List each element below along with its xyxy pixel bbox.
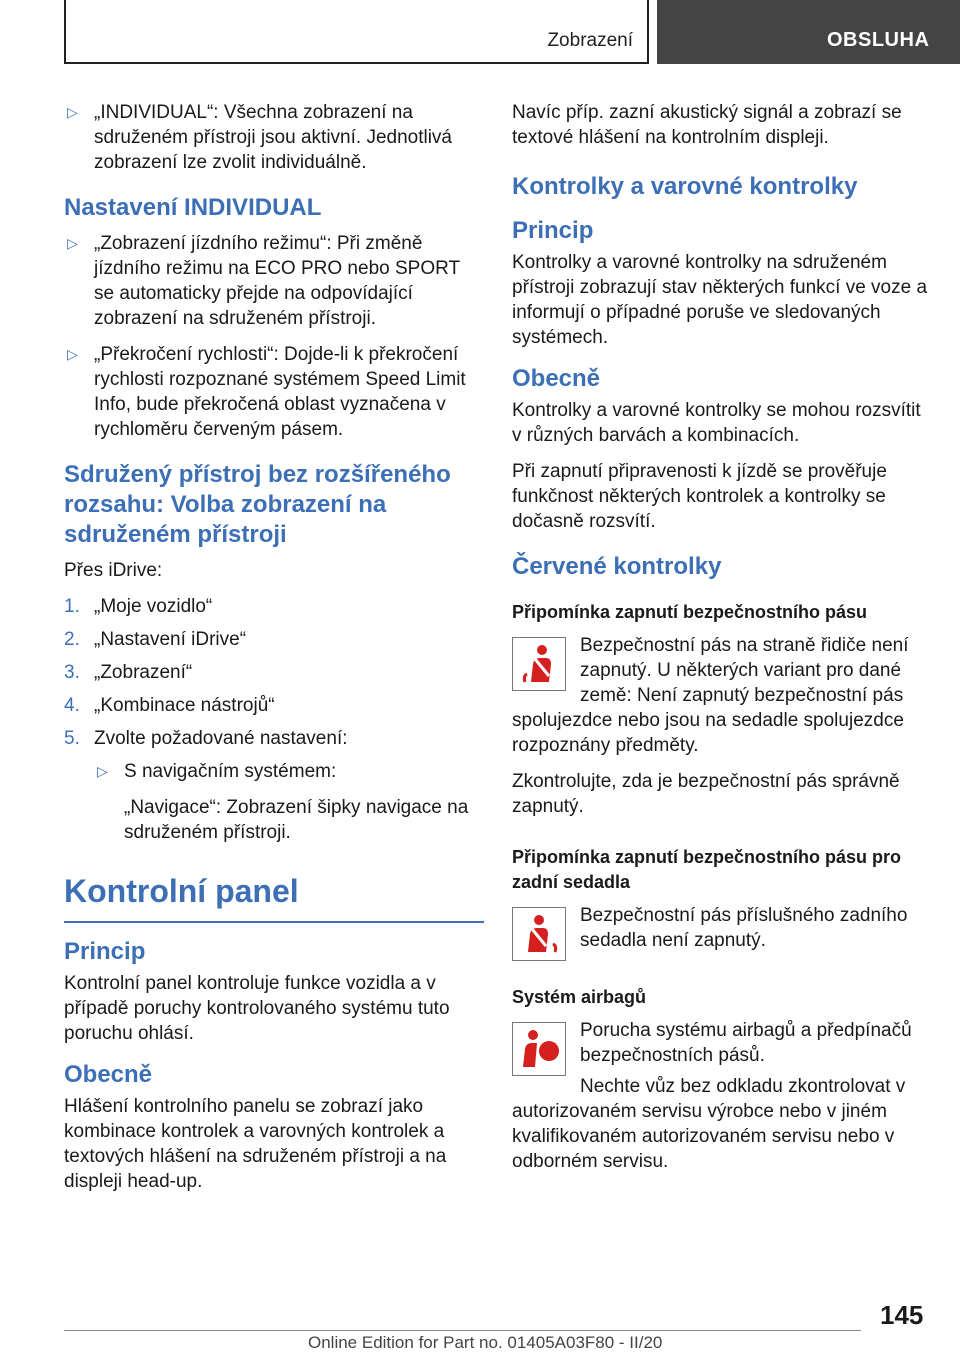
triangle-bullet-icon: ▷ bbox=[67, 104, 78, 120]
obecne-right-text2: Při zapnutí připravenosti k jízdě se prověřuje funkčnost některých kontrolek a kontrolky se dočasně rozsvítí. bbox=[512, 461, 887, 532]
heading-kontrolni-panel: Kontrolní panel bbox=[64, 871, 484, 923]
airbag-text1: Porucha systému airbagů a předpínačů bezpečnostních pásů. bbox=[580, 1020, 912, 1066]
navigace-text: „Navigace“: Zobrazení šipky navigace na sdruženém přístroji. bbox=[124, 797, 469, 843]
intro-text: Navíc příp. zazní akustický signál a zobrazí se textové hlášení na kontrolním displeji. bbox=[512, 102, 902, 148]
airbag-warning-icon bbox=[512, 1022, 566, 1076]
pas-text: Bezpečnostní pás na straně řidiče není zapnutý. U některých variant pro dané země: Není zapnutý bezpečnostní pás spolujezdce nebo jsou na sedadle spolujezdce rozpoznány předměty. bbox=[512, 635, 909, 756]
heading-airbag: Systém airbagů bbox=[512, 987, 647, 1007]
airbag-row bbox=[512, 1018, 927, 1074]
obecne-text: Hlášení kontrolního panelu se zobrazí jako kombinace kontrolek a varovných kontrolek a textových hlášení na sdruženém přístroji a na displeji head-up. bbox=[64, 1096, 447, 1192]
bullet-jizdni-rezim: ▷ „Zobrazení jízdního režimu“: Při změně jízdního režimu na ECO PRO nebo SPORT se automaticky přejde na odpovídající zobrazení na sdruženém přístroji. bbox=[67, 233, 460, 329]
heading-nastaveni-individual: Nastavení INDIVIDUAL bbox=[64, 194, 322, 221]
pres-idrive: Přes iDrive: bbox=[64, 560, 163, 581]
pas-zadni-text: Bezpečnostní pás příslušného zadního sedadla není zapnutý. bbox=[580, 905, 908, 951]
princip-text: Kontrolní panel kontroluje funkce vozidla a v případě poruchy kontrolovaného systému tuto poruchu ohlásí. bbox=[64, 973, 450, 1044]
heading-princip-right: Princip bbox=[512, 217, 594, 244]
footer-edition: Online Edition for Part no. 01405A03F80 - II/20 bbox=[308, 1333, 663, 1352]
heading-princip: Princip bbox=[64, 938, 146, 965]
step-item: 2. „Nastavení iDrive“ bbox=[64, 629, 247, 650]
heading-pas: Připomínka zapnutí bezpečnostního pásu bbox=[512, 602, 868, 622]
seatbelt-warning-icon bbox=[512, 907, 566, 961]
princip-right-text: Kontrolky a varovné kontrolky na sdruženém přístroji zobrazují stav některých funkcí ve voze a informují o případné poruše ve sledovaných systémech. bbox=[512, 252, 928, 348]
heading-obecne-right: Obecně bbox=[512, 365, 601, 392]
header-section-title: Zobrazení bbox=[547, 30, 633, 51]
heading-pas-zadni: Připomínka zapnutí bezpečnostního pásu pro zadní sedadla bbox=[512, 847, 902, 892]
seatbelt-rear-row bbox=[512, 903, 927, 965]
triangle-bullet-icon: ▷ bbox=[97, 763, 108, 779]
seatbelt-row bbox=[512, 633, 927, 758]
pas-text2: Zkontrolujte, zda je bezpečnostní pás správně zapnutý. bbox=[512, 771, 900, 817]
obecne-right-text1: Kontrolky a varovné kontrolky se mohou rozsvítit v různých barvách a kombinacích. bbox=[512, 400, 921, 446]
sub-bullet-navigace: ▷ S navigačním systémem: bbox=[97, 761, 337, 782]
page-number: 145 bbox=[880, 1300, 924, 1330]
heading-cervene-kontrolky: Červené kontrolky bbox=[512, 553, 722, 580]
header-chapter-tab bbox=[657, 0, 960, 64]
bullet-individual: ▷ „INDIVIDUAL“: Všechna zobrazení na sdruženém přístroji jsou aktivní. Jednotlivá zobrazení lze zvolit individuálně. bbox=[67, 102, 452, 173]
triangle-bullet-icon: ▷ bbox=[67, 346, 78, 362]
seatbelt-warning-icon bbox=[512, 637, 566, 691]
airbag-text2: Nechte vůz bez odkladu zkontrolovat v autorizovaném servisu výrobce nebo v jiném kvalifikovaném autorizovaném servisu nebo v odborném servisu. bbox=[512, 1076, 906, 1172]
header-section-tab bbox=[64, 0, 649, 64]
step-item: 3. „Zobrazení“ bbox=[64, 662, 193, 683]
heading-kontrolky: Kontrolky a varovné kontrolky bbox=[512, 173, 858, 200]
bullet-prekroceni-rychlosti: ▷ „Překročení rychlosti“: Dojde-li k překročení rychlosti rozpoznané systémem Speed Limit Info, bude překročená oblast vyznačena v rychloměru červeným pásem. bbox=[67, 344, 466, 440]
step-item: 1. „Moje vozidlo“ bbox=[64, 596, 213, 617]
header-chapter-title: OBSLUHA bbox=[827, 29, 930, 51]
left-column bbox=[64, 100, 484, 1205]
step-item: 5. Zvolte požadované nastavení: bbox=[64, 728, 348, 749]
footer-divider bbox=[64, 1330, 861, 1331]
step-item: 4. „Kombinace nástrojů“ bbox=[64, 695, 275, 716]
heading-obecne: Obecně bbox=[64, 1061, 153, 1088]
heading-sdruzeny-pristroj: Sdružený přístroj bez rozšířeného rozsahu: Volba zobrazení na sdruženém přístroji bbox=[64, 461, 451, 548]
triangle-bullet-icon: ▷ bbox=[67, 235, 78, 251]
right-column bbox=[512, 100, 927, 1185]
